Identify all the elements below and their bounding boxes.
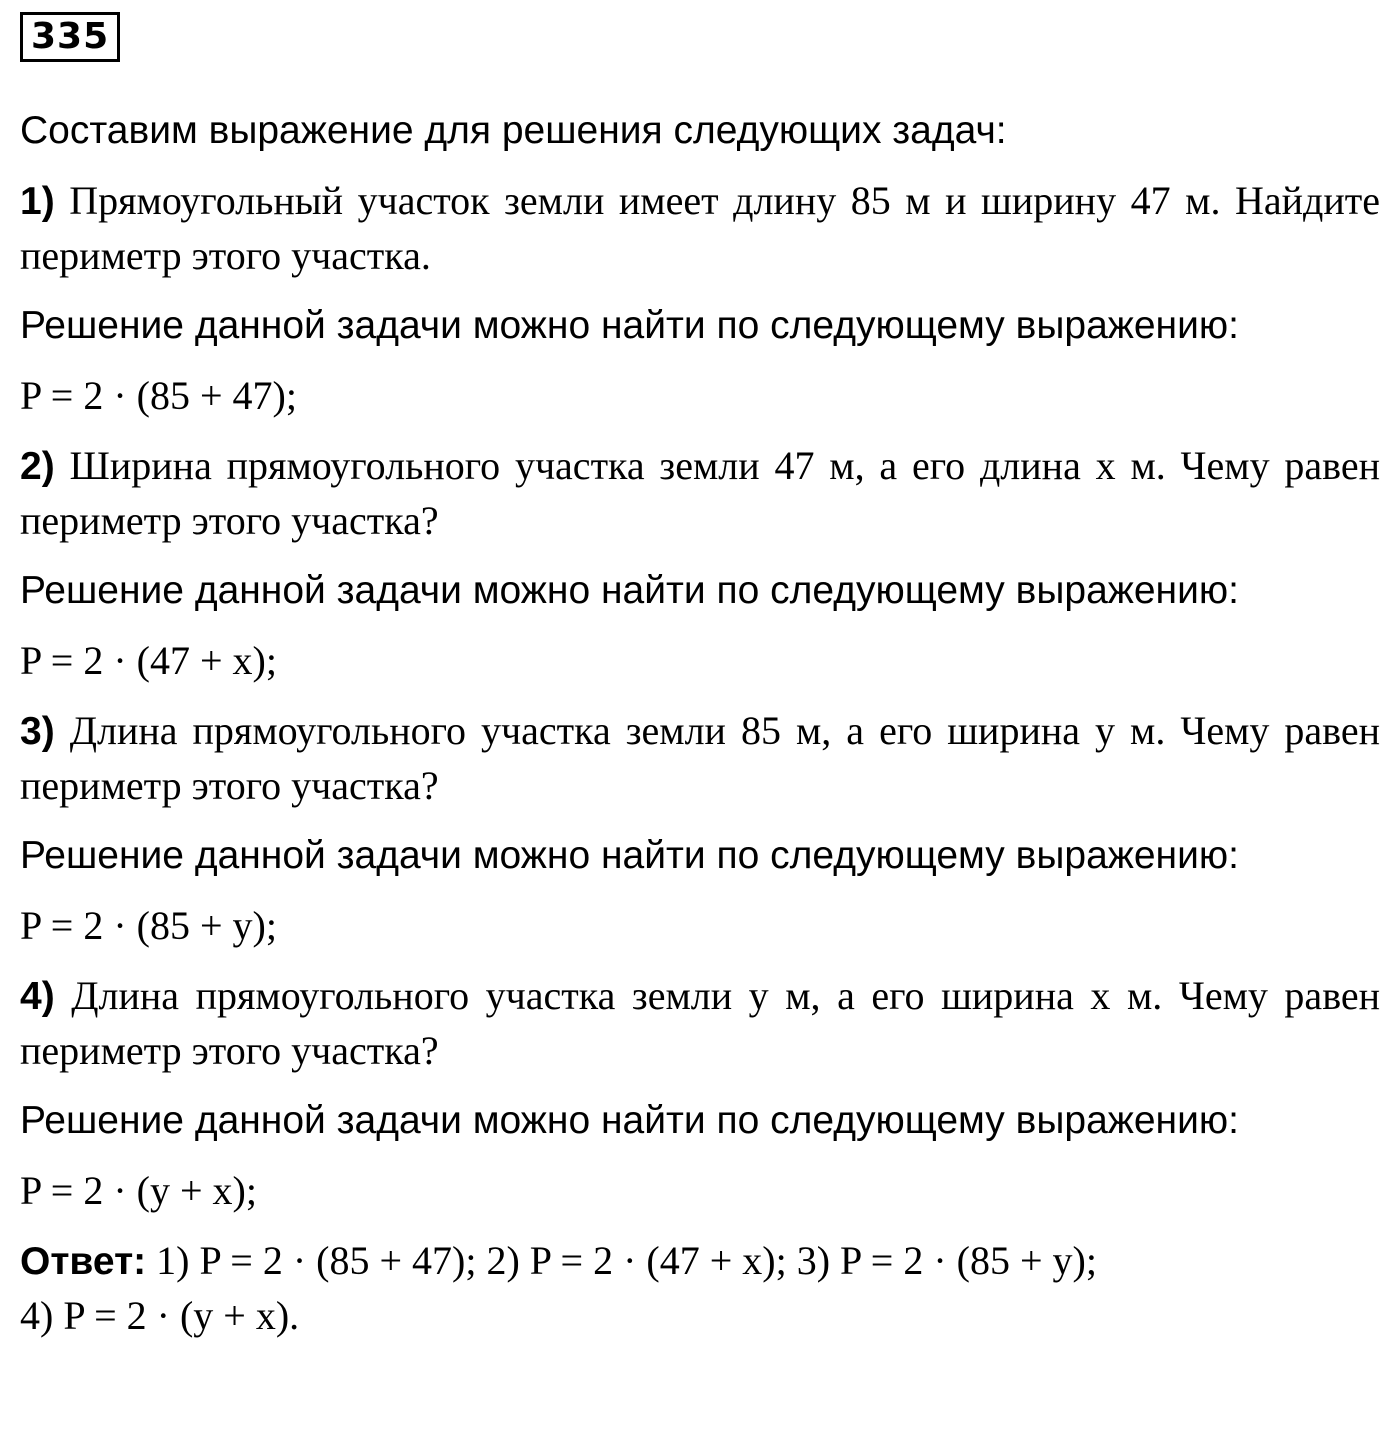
task-3-text	[20, 704, 1380, 813]
task-4-text	[20, 969, 1380, 1078]
task-1-statement: Прямоугольный участок земли имеет длину 85 м и ширину 47 м. Найдите периметр этого участка.	[20, 178, 1381, 278]
document-page	[20, 8, 1380, 1343]
problem-number-box: 335	[20, 12, 120, 62]
answer-line-1	[20, 1234, 1380, 1289]
answer-line-2: 4) P = 2 · (y + x).	[20, 1293, 300, 1338]
task-3-solution-phrase: Решение данной задачи можно найти по следующему выражению:	[20, 834, 1239, 877]
task-3-formula: P = 2 · (85 + y);	[20, 903, 277, 948]
task-1-solution-phrase: Решение данной задачи можно найти по следующему выражению:	[20, 304, 1239, 347]
answer-label: Ответ:	[20, 1240, 147, 1283]
task-1	[20, 174, 1380, 423]
task-2-number: 2)	[20, 445, 55, 488]
answer-text-1: 1) P = 2 · (85 + 47); 2) P = 2 · (47 + x); 3) P = 2 · (85 + y);	[156, 1238, 1097, 1283]
task-4-statement: Длина прямоугольного участка земли y м, а его ширина x м. Чему равен периметр этого участка?	[20, 973, 1381, 1073]
intro-text: Составим выражение для решения следующих задач:	[20, 109, 1007, 152]
task-3-number: 3)	[20, 710, 55, 753]
task-4	[20, 969, 1380, 1218]
task-3	[20, 704, 1380, 953]
task-2-text	[20, 439, 1380, 548]
task-4-solution-phrase: Решение данной задачи можно найти по следующему выражению:	[20, 1099, 1239, 1142]
task-2-statement: Ширина прямоугольного участка земли 47 м, а его длина x м. Чему равен периметр этого участка?	[20, 443, 1380, 543]
task-2	[20, 439, 1380, 688]
task-4-formula: P = 2 · (y + x);	[20, 1168, 257, 1213]
task-3-statement: Длина прямоугольного участка земли 85 м, а его ширина y м. Чему равен периметр этого участка?	[20, 708, 1380, 808]
task-1-formula: P = 2 · (85 + 47);	[20, 373, 297, 418]
task-4-number: 4)	[20, 975, 55, 1018]
task-1-number: 1)	[20, 180, 55, 223]
task-2-solution-phrase: Решение данной задачи можно найти по следующему выражению:	[20, 569, 1239, 612]
task-1-text	[20, 174, 1380, 283]
task-2-formula: P = 2 · (47 + x);	[20, 638, 277, 683]
answer-block	[20, 1234, 1380, 1343]
